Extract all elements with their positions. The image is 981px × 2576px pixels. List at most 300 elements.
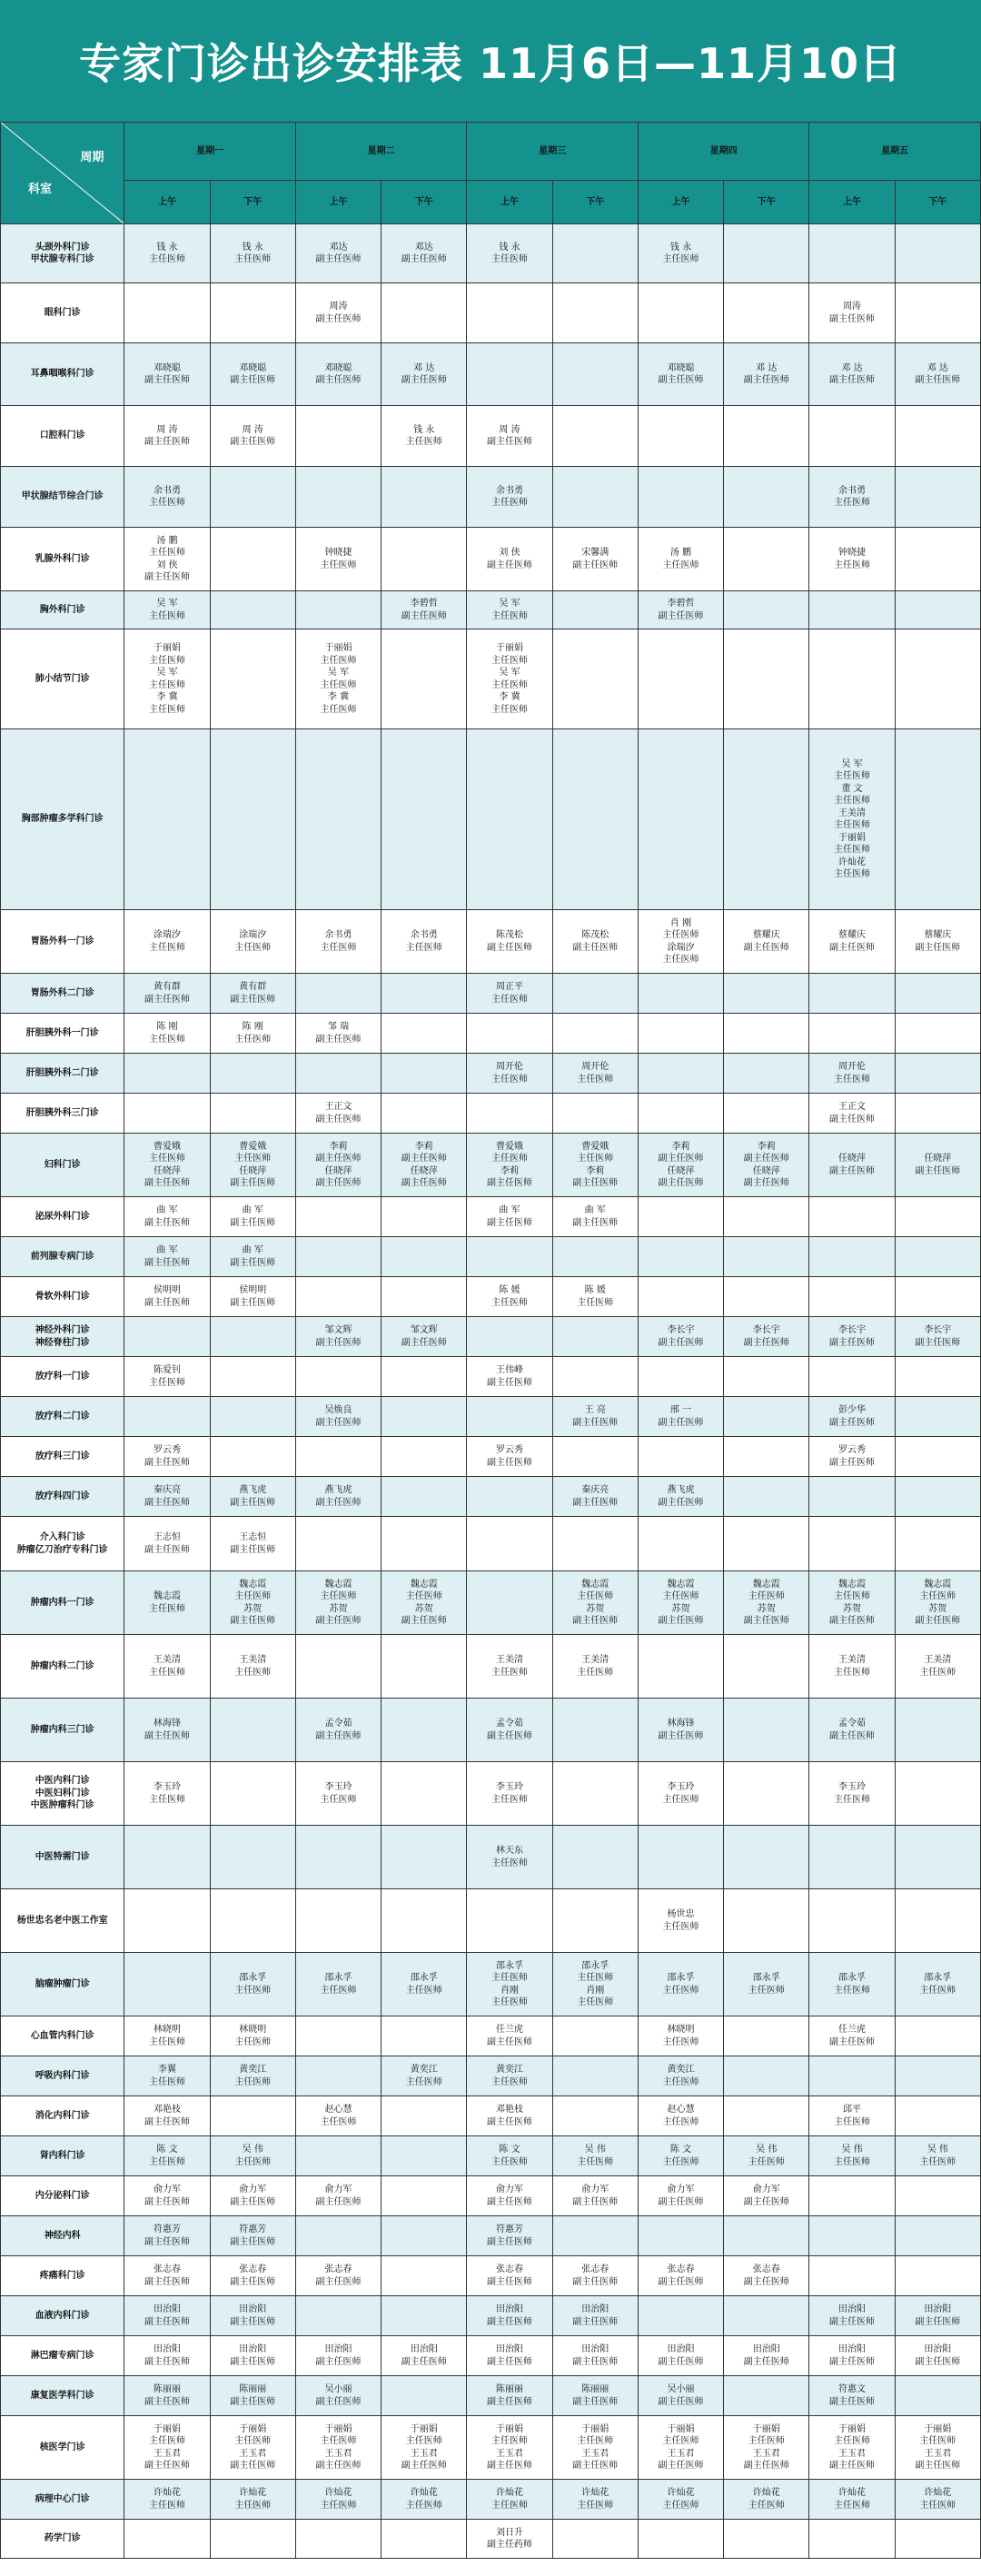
- schedule-cell: [382, 1953, 467, 2016]
- schedule-cell: [382, 1197, 467, 1237]
- schedule-cell: [724, 2376, 809, 2416]
- schedule-cell: [724, 2520, 809, 2559]
- schedule-cell: [724, 2480, 809, 2520]
- doctor-entry: 邱平 主任医师: [834, 2105, 870, 2127]
- dept-name-cell: [1, 2136, 124, 2176]
- doctor-entry: 许灿花 主任医师: [919, 2488, 956, 2511]
- schedule-cell: [724, 1357, 809, 1397]
- schedule-cell: [724, 1517, 809, 1571]
- doctor-entry: 陈 文 主任医师: [491, 2145, 528, 2167]
- schedule-cell: [295, 2256, 381, 2296]
- schedule-cell: [295, 1571, 381, 1635]
- doctor-entry: 许灿花 主任医师: [662, 2488, 699, 2511]
- dept-name-cell: [1, 2176, 124, 2216]
- schedule-cell: [467, 467, 552, 528]
- doctor-entry: 吴 伟 主任医师: [234, 2145, 272, 2167]
- table-row: [1, 2336, 981, 2376]
- table-row: [1, 2176, 981, 2216]
- doctor-entry: 于丽娟 主任医师 吴 军 主任医师 李 冀 主任医师: [320, 643, 357, 715]
- schedule-cell: [382, 1054, 467, 1094]
- doctor-entry: 陈丽丽 副主任医师: [487, 2384, 532, 2407]
- doctor-entry: 王 亮 副主任医师: [572, 1405, 619, 1428]
- table-row: [1, 1397, 981, 1437]
- schedule-cell: [724, 1826, 809, 1889]
- dept-name: 乳腺外科门诊: [35, 553, 90, 564]
- schedule-cell: [382, 2256, 467, 2296]
- half-header-am: 上午: [638, 181, 723, 224]
- schedule-cell: [210, 1397, 295, 1437]
- schedule-cell: [638, 1699, 723, 1762]
- title-bar: [0, 0, 981, 122]
- doctor-entry: 赵心慧 主任医师: [320, 2105, 357, 2127]
- doctor-entry: 周开伦 主任医师: [834, 1062, 870, 1085]
- dept-name-cell: [1, 729, 124, 910]
- schedule-cell: [552, 1699, 638, 1762]
- schedule-cell: [124, 1134, 210, 1197]
- doctor-entry: 黄奕江 主任医师: [491, 2065, 528, 2087]
- schedule-cell: [724, 1635, 809, 1699]
- schedule-cell: [638, 2376, 723, 2416]
- schedule-cell: [809, 591, 895, 629]
- schedule-cell: [552, 2416, 638, 2480]
- schedule-cell: [382, 283, 467, 343]
- schedule-cell: [467, 1237, 552, 1277]
- dept-name-cell: [1, 910, 124, 974]
- schedule-cell: [467, 1953, 552, 2016]
- schedule-cell: [724, 1397, 809, 1437]
- doctor-entry: 钱 永 主任医师: [149, 242, 185, 264]
- dept-name: 康复医学科门诊: [30, 2390, 94, 2401]
- doctor-entry: 邓晓聪 副主任医师: [230, 362, 276, 385]
- schedule-cell: [895, 1277, 980, 1317]
- doctor-entry: 邢 一 副主任医师: [658, 1405, 704, 1428]
- schedule-cell: [382, 1237, 467, 1277]
- schedule-table: [0, 122, 981, 2559]
- table-row: [1, 1635, 981, 1699]
- schedule-cell: [809, 1054, 895, 1094]
- schedule-cell: [295, 283, 381, 343]
- schedule-cell: [295, 1477, 381, 1517]
- schedule-cell: [210, 1317, 295, 1357]
- schedule-cell: [382, 1477, 467, 1517]
- half-header-am: 上午: [467, 181, 552, 224]
- schedule-cell: [382, 974, 467, 1014]
- schedule-cell: [467, 343, 552, 406]
- doctor-entry: 周开伦 主任医师: [491, 1062, 528, 1085]
- doctor-entry: 吴焕良 副主任医师: [315, 1405, 362, 1428]
- schedule-cell: [724, 1437, 809, 1477]
- schedule-cell: [809, 729, 895, 910]
- doctor-entry: 田治阳 副主任医师: [315, 2344, 362, 2367]
- doctor-entry: 王志恒 副主任医师: [230, 1532, 276, 1555]
- schedule-cell: [467, 1134, 552, 1197]
- doctor-entry: 田治阳 副主任医师: [915, 2344, 961, 2367]
- schedule-cell: [724, 1699, 809, 1762]
- doctor-entry: 吴 伟 主任医师: [919, 2145, 956, 2167]
- dept-name-cell: [1, 2056, 124, 2096]
- schedule-cell: [210, 1277, 295, 1317]
- doctor-entry: 吴 军 主任医师: [149, 599, 185, 621]
- doctor-entry: 任晓萍 副主任医师: [915, 1154, 961, 1176]
- doctor-entry: 邵永孚 主任医师: [234, 1973, 272, 1996]
- doctor-entry: 邹 瑞 副主任医师: [315, 1022, 362, 1045]
- schedule-cell: [382, 2136, 467, 2176]
- doctor-entry: 于丽娟 主任医师 王玉君 副主任医师: [230, 2423, 276, 2471]
- schedule-cell: [382, 406, 467, 467]
- schedule-cell: [809, 1635, 895, 1699]
- doctor-entry: 李长宇 副主任医师: [743, 1325, 789, 1348]
- schedule-cell: [295, 406, 381, 467]
- schedule-cell: [467, 1826, 552, 1889]
- schedule-cell: [124, 2376, 210, 2416]
- doctor-entry: 陈茂松 副主任医师: [572, 930, 619, 953]
- dept-name-cell: [1, 2520, 124, 2559]
- schedule-cell: [467, 1014, 552, 1054]
- doctor-entry: 钟晓捷 主任医师: [834, 548, 870, 570]
- schedule-cell: [638, 629, 723, 729]
- doctor-entry: 俞力军 副主任医师: [230, 2185, 276, 2207]
- schedule-cell: [638, 1517, 723, 1571]
- doctor-entry: 赵心慧 主任医师: [662, 2105, 699, 2127]
- schedule-cell: [552, 1826, 638, 1889]
- schedule-cell: [638, 2136, 723, 2176]
- schedule-cell: [382, 2376, 467, 2416]
- schedule-cell: [895, 1094, 980, 1134]
- dept-name-cell: [1, 1237, 124, 1277]
- doctor-entry: 陈 刚 主任医师: [234, 1022, 272, 1045]
- doctor-entry: 陈 文 主任医师: [662, 2145, 699, 2167]
- schedule-cell: [467, 528, 552, 591]
- schedule-cell: [295, 1889, 381, 1953]
- schedule-cell: [895, 1054, 980, 1094]
- doctor-entry: 曹爱娥 主任医师 任晓萍 副主任医师: [230, 1141, 276, 1188]
- doctor-entry: 李长宇 副主任医师: [829, 1325, 875, 1348]
- doctor-entry: 曲 军 副主任医师: [144, 1205, 190, 1228]
- doctor-entry: 孟令茹 副主任医师: [315, 1719, 362, 1741]
- doctor-entry: 田治阳 副主任医师: [915, 2304, 961, 2327]
- dept-name-cell: [1, 1054, 124, 1094]
- schedule-cell: [124, 283, 210, 343]
- table-row: [1, 729, 981, 910]
- doctor-entry: 邵永孚 主任医师 肖刚 主任医师: [491, 1960, 528, 2007]
- schedule-cell: [895, 283, 980, 343]
- schedule-cell: [638, 1635, 723, 1699]
- table-row: [1, 2056, 981, 2096]
- dept-name: 胃肠外科一门诊: [30, 936, 94, 946]
- schedule-cell: [124, 528, 210, 591]
- table-row: [1, 2296, 981, 2336]
- doctor-entry: 于丽娟 主任医师 王玉君 副主任医师: [658, 2423, 704, 2471]
- schedule-cell: [638, 467, 723, 528]
- schedule-cell: [724, 1762, 809, 1826]
- doctor-entry: 余书勇 主任医师: [320, 930, 357, 953]
- dept-name: 肺小结节门诊: [35, 673, 90, 684]
- doctor-entry: 李长宇 副主任医师: [658, 1325, 704, 1348]
- day-header-tue: 星期二: [295, 123, 467, 181]
- doctor-entry: 周 涛 副主任医师: [144, 424, 190, 447]
- schedule-cell: [809, 1762, 895, 1826]
- schedule-cell: [467, 2056, 552, 2096]
- schedule-cell: [382, 1635, 467, 1699]
- doctor-entry: 燕飞虎 副主任医师: [230, 1485, 276, 1508]
- doctor-entry: 任兰虎 副主任医师: [487, 2025, 532, 2047]
- schedule-cell: [124, 1357, 210, 1397]
- table-row: [1, 406, 981, 467]
- doctor-entry: 钱 永 主任医师: [662, 242, 699, 264]
- doctor-entry: 陈 文 主任医师: [149, 2145, 185, 2167]
- schedule-cell: [809, 2520, 895, 2559]
- dept-name: 放疗科一门诊: [35, 1371, 90, 1382]
- schedule-cell: [210, 283, 295, 343]
- schedule-cell: [382, 1277, 467, 1317]
- doctor-entry: 周开伦 主任医师: [577, 1062, 614, 1085]
- schedule-cell: [724, 2416, 809, 2480]
- dept-name-cell: [1, 283, 124, 343]
- dept-name-cell: [1, 1014, 124, 1054]
- table-row: [1, 1889, 981, 1953]
- schedule-cell: [552, 1237, 638, 1277]
- schedule-cell: [895, 2096, 980, 2136]
- doctor-entry: 林海锋 副主任医师: [144, 1719, 190, 1741]
- schedule-cell: [895, 1953, 980, 2016]
- doctor-entry: 许灿花 主任医师: [234, 2488, 272, 2511]
- schedule-cell: [552, 1477, 638, 1517]
- dept-name: 泌尿外科门诊: [35, 1211, 90, 1222]
- schedule-cell: [809, 1953, 895, 2016]
- doctor-entry: 李莉 副主任医师 任晓萍 副主任医师: [401, 1141, 447, 1188]
- schedule-cell: [552, 2296, 638, 2336]
- doctor-entry: 陈爱钊 主任医师: [149, 1365, 185, 1388]
- schedule-cell: [467, 591, 552, 629]
- corner-time-label: 周期: [80, 151, 104, 164]
- schedule-cell: [552, 2096, 638, 2136]
- schedule-cell: [295, 1826, 381, 1889]
- doctor-entry: 曹爱娥 主任医师 李莉 副主任医师: [572, 1141, 619, 1188]
- schedule-cell: [809, 1317, 895, 1357]
- doctor-entry: 张志春 副主任医师: [144, 2264, 190, 2287]
- schedule-cell: [124, 2056, 210, 2096]
- doctor-entry: 吴 伟 主任医师: [834, 2145, 870, 2167]
- schedule-cell: [809, 910, 895, 974]
- doctor-entry: 彭少华 副主任医师: [829, 1405, 875, 1428]
- day-header-thu: 星期四: [638, 123, 809, 181]
- table-row: [1, 1014, 981, 1054]
- table-row: [1, 1237, 981, 1277]
- schedule-cell: [552, 591, 638, 629]
- schedule-cell: [638, 2256, 723, 2296]
- doctor-entry: 于丽娟 主任医师 王玉君 副主任医师: [915, 2423, 961, 2471]
- schedule-cell: [467, 2416, 552, 2480]
- dept-name-cell: [1, 1635, 124, 1699]
- doctor-entry: 符惠文 副主任医师: [829, 2384, 875, 2407]
- schedule-cell: [724, 2056, 809, 2096]
- schedule-cell: [382, 528, 467, 591]
- doctor-entry: 罗云秀 副主任医师: [144, 1445, 190, 1468]
- schedule-cell: [552, 1517, 638, 1571]
- dept-name-cell: [1, 2480, 124, 2520]
- schedule-cell: [124, 591, 210, 629]
- schedule-cell: [467, 406, 552, 467]
- doctor-entry: 魏志霞 主任医师 苏贺 副主任医师: [743, 1579, 789, 1626]
- schedule-cell: [467, 1635, 552, 1699]
- schedule-cell: [552, 1762, 638, 1826]
- doctor-entry: 于丽娟 主任医师 王玉君 副主任医师: [743, 2423, 789, 2471]
- schedule-cell: [210, 1826, 295, 1889]
- schedule-cell: [638, 283, 723, 343]
- schedule-cell: [895, 1437, 980, 1477]
- schedule-cell: [809, 2376, 895, 2416]
- doctor-entry: 李玉玲 主任医师: [834, 1782, 870, 1805]
- doctor-entry: 周 涛 副主任医师: [230, 424, 276, 447]
- doctor-entry: 汤 鹏 主任医师 刘 侠 副主任医师: [144, 535, 190, 582]
- dept-name: 杨世忠名老中医工作室: [16, 1915, 108, 1926]
- schedule-cell: [724, 224, 809, 283]
- doctor-entry: 田治阳 副主任医师: [658, 2344, 704, 2367]
- doctor-entry: 李碧哲 副主任医师: [401, 599, 447, 621]
- schedule-cell: [552, 974, 638, 1014]
- schedule-cell: [124, 1014, 210, 1054]
- dept-name: 口腔科门诊: [39, 431, 85, 441]
- doctor-entry: 吴小丽 副主任医师: [658, 2384, 704, 2407]
- half-header-pm: 下午: [895, 181, 980, 224]
- schedule-cell: [638, 1014, 723, 1054]
- doctor-entry: 邓 达 副主任医师: [829, 362, 875, 385]
- dept-name-cell: [1, 591, 124, 629]
- table-row: [1, 1197, 981, 1237]
- half-header-pm: 下午: [210, 181, 295, 224]
- schedule-cell: [638, 2016, 723, 2056]
- schedule-cell: [382, 1437, 467, 1477]
- schedule-cell: [638, 1477, 723, 1517]
- schedule-cell: [809, 1237, 895, 1277]
- doctor-entry: 吴 军 主任医师: [491, 599, 528, 621]
- schedule-cell: [552, 2480, 638, 2520]
- doctor-entry: 邓晓聪 副主任医师: [658, 362, 704, 385]
- schedule-cell: [552, 1317, 638, 1357]
- schedule-cell: [210, 1699, 295, 1762]
- dept-name: 疼痛科门诊: [39, 2270, 85, 2281]
- half-day-header-row: [1, 181, 981, 224]
- schedule-cell: [552, 2136, 638, 2176]
- schedule-cell: [809, 2016, 895, 2056]
- doctor-entry: 于丽娟 主任医师 王玉君 副主任医师: [572, 2423, 619, 2471]
- dept-name: 神经内科: [44, 2230, 81, 2241]
- doctor-entry: 田治阳 副主任医师: [230, 2344, 276, 2367]
- schedule-cell: [467, 1517, 552, 1571]
- schedule-cell: [382, 591, 467, 629]
- schedule-cell: [382, 2296, 467, 2336]
- doctor-entry: 周涛 副主任医师: [829, 302, 875, 324]
- doctor-entry: 王伟峰 副主任医师: [487, 1365, 532, 1388]
- doctor-entry: 陈丽丽 副主任医师: [572, 2384, 619, 2407]
- schedule-cell: [552, 2520, 638, 2559]
- schedule-cell: [809, 2416, 895, 2480]
- schedule-cell: [467, 2296, 552, 2336]
- schedule-cell: [552, 1197, 638, 1237]
- schedule-cell: [382, 1014, 467, 1054]
- schedule-cell: [295, 1094, 381, 1134]
- dept-name-cell: [1, 1826, 124, 1889]
- schedule-cell: [210, 2176, 295, 2216]
- doctor-entry: 曹爱娥 主任医师 李莉 副主任医师: [487, 1141, 532, 1188]
- schedule-cell: [552, 1054, 638, 1094]
- schedule-cell: [210, 467, 295, 528]
- doctor-entry: 林晓明 主任医师: [149, 2025, 185, 2047]
- schedule-cell: [638, 591, 723, 629]
- schedule-cell: [724, 1477, 809, 1517]
- schedule-cell: [124, 467, 210, 528]
- doctor-entry: 田治阳 副主任医师: [487, 2344, 532, 2367]
- schedule-cell: [895, 1237, 980, 1277]
- schedule-cell: [724, 1054, 809, 1094]
- doctor-entry: 钟晓捷 主任医师: [320, 548, 357, 570]
- dept-name: 头颈外科门诊 甲状腺专科门诊: [30, 242, 94, 264]
- table-row: [1, 1762, 981, 1826]
- schedule-cell: [895, 224, 980, 283]
- schedule-cell: [210, 629, 295, 729]
- doctor-entry: 王美清 主任医师: [234, 1655, 272, 1678]
- dept-name-cell: [1, 224, 124, 283]
- doctor-entry: 符惠芳 副主任医师: [144, 2224, 190, 2247]
- schedule-cell: [124, 343, 210, 406]
- schedule-cell: [809, 1517, 895, 1571]
- doctor-entry: 曲 军 副主任医师: [230, 1245, 276, 1268]
- schedule-cell: [895, 2256, 980, 2296]
- schedule-cell: [210, 2016, 295, 2056]
- schedule-cell: [467, 974, 552, 1014]
- doctor-entry: 王美清 主任医师: [919, 1655, 956, 1678]
- dept-name-cell: [1, 1889, 124, 1953]
- doctor-entry: 曲 军 副主任医师: [144, 1245, 190, 1268]
- doctor-entry: 田治阳 副主任医师: [144, 2304, 190, 2327]
- schedule-cell: [724, 467, 809, 528]
- schedule-cell: [895, 1357, 980, 1397]
- doctor-entry: 刘日升 副主任药师: [487, 2527, 532, 2550]
- doctor-entry: 邓艳枝 副主任医师: [144, 2105, 190, 2127]
- doctor-entry: 钱 永 主任医师: [405, 424, 442, 447]
- schedule-cell: [724, 1237, 809, 1277]
- schedule-cell: [467, 1437, 552, 1477]
- doctor-entry: 黄奕江 主任医师: [234, 2065, 272, 2087]
- schedule-cell: [382, 1357, 467, 1397]
- schedule-cell: [809, 2336, 895, 2376]
- doctor-entry: 许灿花 主任医师: [320, 2488, 357, 2511]
- schedule-cell: [124, 2480, 210, 2520]
- schedule-cell: [210, 2096, 295, 2136]
- schedule-cell: [210, 591, 295, 629]
- schedule-cell: [467, 1762, 552, 1826]
- doctor-entry: 王正文 副主任医师: [315, 1102, 362, 1125]
- doctor-entry: 李莉 副主任医师 任晓萍 副主任医师: [315, 1141, 362, 1188]
- schedule-cell: [382, 1094, 467, 1134]
- dept-name: 放疗科二门诊: [35, 1411, 90, 1422]
- schedule-cell: [724, 528, 809, 591]
- doctor-entry: 余书勇 主任医师: [149, 485, 185, 508]
- schedule-cell: [124, 974, 210, 1014]
- dept-name: 淋巴瘤专病门诊: [30, 2350, 94, 2361]
- schedule-cell: [552, 629, 638, 729]
- schedule-cell: [809, 2056, 895, 2096]
- doctor-entry: 俞力军 副主任医师: [315, 2185, 362, 2207]
- dept-name-cell: [1, 1953, 124, 2016]
- dept-name-cell: [1, 2096, 124, 2136]
- doctor-entry: 张志春 副主任医师: [743, 2264, 789, 2287]
- dept-name-cell: [1, 1197, 124, 1237]
- doctor-entry: 任晓萍 副主任医师: [829, 1154, 875, 1176]
- schedule-cell: [724, 283, 809, 343]
- schedule-cell: [809, 2136, 895, 2176]
- schedule-cell: [124, 224, 210, 283]
